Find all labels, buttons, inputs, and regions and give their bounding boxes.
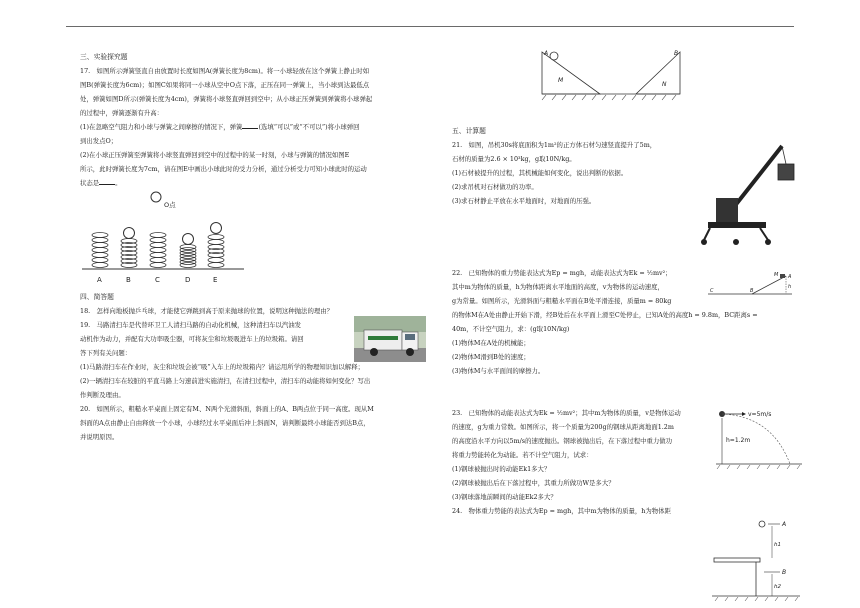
spring-e <box>208 235 224 268</box>
ball-e <box>211 223 222 234</box>
velocity-label: v=5m/s <box>748 411 772 418</box>
q21-line: 石材的质量为2.6 × 10³kg，g取10N/kg。 <box>452 155 576 163</box>
crane-figure <box>700 138 800 248</box>
q19-line: 作判断及理由。 <box>80 391 125 399</box>
q22-line: (3)物体M与水平面间的摩擦力。 <box>452 367 545 375</box>
q19-line: 答下列有关问题： <box>80 349 132 357</box>
ball-d <box>183 234 194 245</box>
q22-line: 其中m为物体的质量，h为物体距离水平地面的高度，v为物体的运动速度， <box>452 283 664 291</box>
q17-line: 图B(弹簧长度为6cm)；如图C如果将同一小球从空中O点下落，正压在同一弹簧上，当小球到达最低点 <box>80 81 370 89</box>
q22-line: 40m，不计空气阻力，求：(g取10N/kg) <box>452 325 570 333</box>
question-20 <box>80 402 428 444</box>
q17-part1: (1)在忽略空气阻力和小球与弹簧之间摩擦的情况下，弹簧 (选填“可以”或“不可以”)将小球弹回 <box>80 120 428 134</box>
section-heading-short-answer: 四、简答题 <box>80 293 114 301</box>
spring-figure <box>80 190 428 290</box>
q23-line: (2)钢球被抛出后在下落过程中，其重力所做功W是多大？ <box>452 479 615 487</box>
h2-label: h2 <box>774 584 781 590</box>
o-point-label: O点 <box>164 201 176 209</box>
street-sweeper-photo <box>354 316 426 362</box>
height-h-label: h <box>788 284 792 290</box>
object-m-label: M <box>774 272 779 278</box>
q19-line: 动机作为动力，并配有大功率吸尘器，可将灰尘和垃圾吸进车上的垃圾箱。请回 <box>80 335 304 343</box>
spring-d <box>180 245 196 268</box>
ball-on-incline <box>550 52 558 60</box>
q23-line: 将重力势能转化为动能。若不计空气阻力，试求： <box>452 451 593 459</box>
left-column <box>80 50 428 444</box>
point-a-label: A <box>788 274 792 280</box>
q23-line: (1)钢球被抛出时的动能Ek1多大？ <box>452 465 551 473</box>
spring-label-c: C <box>155 276 160 284</box>
q24-line: 24. 物体重力势能的表达式为Ep = mgh，其中m为物体的质量，h为物体距 <box>452 507 671 515</box>
point-b-label: B <box>674 50 679 57</box>
ball-o-point <box>151 192 161 202</box>
q20-line: 并说明原因。 <box>80 433 119 441</box>
q21-line: (1)石材被提升的过程，其机械能如何变化，说出判断的依据。 <box>452 169 628 177</box>
spring-label-e: E <box>213 276 218 284</box>
q22-line: g为常量。如图所示，光滑斜面与粗糙水平面在B处平滑连接，质量m = 80kg <box>452 297 672 305</box>
q22-line: 的物体M在A处由静止开始下滑，经B处后在水平面上滑至C处停止，已知A处的高度h = 9.8m，BC距离s = <box>452 311 758 319</box>
q17-part2-end: 状态是 。 <box>80 176 428 190</box>
incline-m-label: M <box>558 77 564 84</box>
q17-line: 的过程中，弹簧逐渐有升高： <box>80 109 164 117</box>
projectile-figure-q23 <box>716 406 806 472</box>
point-b-label: B <box>782 569 787 576</box>
q19-line: 19. 马路清扫车是代替环卫工人清扫马路的自动化机械，这种清扫车以汽油发 <box>80 321 302 329</box>
q17-line: 所示，此时弹簧长度为7cm，请在图E中画出小球此时的受力分析，通过分析受力可知小球此时的运动 <box>80 165 367 173</box>
q20-line: 斜面的A点由静止自由释放一个小球，小球经过水平桌面后冲上斜面N，请判断最终小球能否到达B点， <box>80 419 370 427</box>
q17-line: 处，弹簧如图D所示(弹簧长度为4cm)，弹簧将小球竖直弹回到空中；从小球正压弹簧到弹簧将小球弹起 <box>80 95 373 103</box>
point-c-label: C <box>710 288 714 294</box>
ball-b <box>124 228 135 239</box>
answer-blank <box>99 176 115 185</box>
question-19 <box>80 318 428 402</box>
q22-line: (2)物体M滑到B处的速度； <box>452 353 530 361</box>
spring-b <box>121 239 137 268</box>
height-figure-q24 <box>712 512 802 608</box>
point-a-label: A <box>544 50 549 57</box>
point-b-label: B <box>750 288 754 294</box>
section-heading-experiment: 三、实验探究题 <box>80 53 128 61</box>
incline-n-label: N <box>662 81 667 88</box>
q17-line: 17. 如图所示弹簧竖直自由放置时长度如图A(弹簧长度为8cm)。将一小球轻放在这个弹簧上静止时如 <box>80 67 370 75</box>
q20-line: 20. 如图所示，粗糙水平桌面上固定有M、N两个光滑斜面，斜面上的A、B两点位于同一高度。现从M <box>80 405 374 413</box>
h1-label: h1 <box>774 542 781 548</box>
q17-line: 到出发点O； <box>80 137 118 145</box>
header-rule <box>66 26 794 27</box>
q23-line: 的高度沿水平方向以5m/s的速度抛出。钢球被抛出后，在下落过程中重力做功 <box>452 437 673 445</box>
point-a-label: A <box>782 521 787 528</box>
spring-c <box>150 233 166 268</box>
q23-line: 的速度，g为重力常数。如图所示，将一个质量为200g的钢球从距离地面1.2m <box>452 423 674 431</box>
height-label: h=1.2m <box>726 437 751 444</box>
q21-line: 21. 如图，吊机30s将底面积为1m²的正方体石材匀速竖直提升了5m， <box>452 141 657 149</box>
answer-blank <box>242 120 258 129</box>
slope-figure-q22 <box>706 270 796 300</box>
q22-line: (1)物体M在A处的机械能； <box>452 339 530 347</box>
question-17 <box>80 64 428 190</box>
spring-label-b: B <box>126 276 131 284</box>
object-ball <box>759 521 765 527</box>
incline-figure-q20 <box>540 46 690 102</box>
q17-line: (2)在小球正压弹簧至弹簧将小球竖直弹回到空中的过程中的某一时刻，小球与弹簧的情况如图E <box>80 151 350 159</box>
q19-line: (1)马路清扫车在作业时，灰尘和垃圾会被“吸”入车上的垃圾箱内？请运用所学的物理知识加以解释； <box>80 363 364 371</box>
spring-label-a: A <box>97 276 102 284</box>
q21-line: (2)求吊机对石材做功的功率。 <box>452 183 538 191</box>
spring-a <box>92 233 108 268</box>
q19-line: (2)一辆清扫车在较脏的平直马路上匀速前进实施清扫，在清扫过程中，清扫车的动能将如何变化？写出 <box>80 377 371 385</box>
question-18: 18. 怎样向地板抛乒乓球，才能使它弹跳到高于原来抛球的位置，说明这种抛法的理由？ <box>80 307 334 315</box>
q23-line: 23. 已知物体的动能表达式为Ek = ½mv²；其中m为物体的质量，v是物体运动 <box>452 409 681 417</box>
q22-line: 22. 已知物体的重力势能表达式为Ep = mgh，动能表达式为Ek = ½mv²； <box>452 269 672 277</box>
section-heading-calculation: 五、计算题 <box>452 127 486 135</box>
q23-line: (3)钢球落地前瞬间的动能Ek2多大？ <box>452 493 557 501</box>
spring-label-d: D <box>185 276 191 284</box>
q21-line: (3)求石材静止平放在水平地面时，对地面的压强。 <box>452 197 596 205</box>
